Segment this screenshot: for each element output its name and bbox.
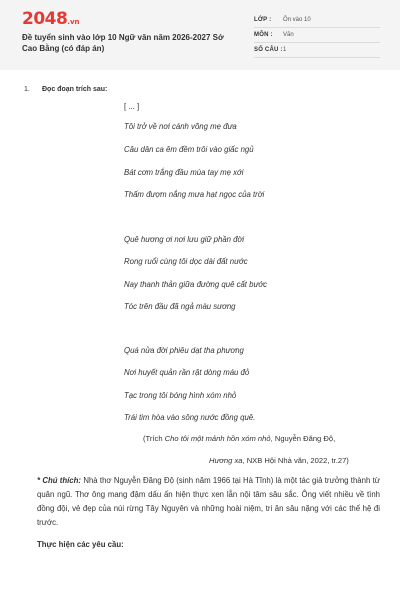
meta-subject <box>254 29 380 43</box>
instruction-heading: Thực hiện các yêu cầu: <box>37 540 124 549</box>
citation-work: Cho tôi một mảnh hồn xóm nhỏ <box>164 434 271 443</box>
logo-text: 2048 <box>22 9 68 29</box>
page-header <box>0 0 400 70</box>
poem-line: Nơi huyết quản rần rật dòng máu đỏ <box>124 368 250 377</box>
poem-line: Tôi trở về nơi cánh võng mẹ đưa <box>124 122 237 131</box>
poem-line: Trái tim hòa vào sông nước đồng quê. <box>124 413 256 422</box>
logo-suffix: .vn <box>67 18 80 26</box>
poem-line: Nay thanh thản giữa đường quê cất bước <box>124 280 268 289</box>
footnote-text: Nhà thơ Nguyễn Đăng Độ (sinh năm 1966 tại Hà Tĩnh) là một tác giả trưởng thành từ quân ngũ. Thơ ông mang đậm dấu ấn hiện thực xen lẫn nội tâm sâu sắc. Ông viết nhiều về tình đồng đội, vẻ đẹp của núi rừng Tây Nguyên và những hoài niệm, tri ân sâu nặng với các thế hệ đi trước. <box>37 476 380 527</box>
poem-line: Quê hương ơi nơi lưu giữ phần đời <box>124 235 244 244</box>
meta-subject-value: Văn <box>283 32 294 38</box>
meta-count-label: SỐ CÂU : <box>254 47 283 53</box>
meta-subject-label: MÔN : <box>254 32 273 38</box>
meta-question-count <box>254 44 380 58</box>
poem-line: [ ... ] <box>124 102 140 111</box>
poem-line: Câu dân ca êm đềm trôi vào giấc ngủ <box>124 145 254 154</box>
meta-class-label: LỚP : <box>254 17 272 23</box>
poem-line: Thấm đượm nắng mưa hạt ngọc của trời <box>124 190 265 199</box>
citation-line-1 <box>143 434 335 443</box>
question-title: Đọc đoạn trích sau: <box>42 86 108 93</box>
poem-line: Bát cơm trắng đầu mùa tay mẹ xới <box>124 168 244 177</box>
citation-line-2 <box>209 456 349 465</box>
poem-line: Tóc trên đầu đã ngả màu sương <box>124 302 236 311</box>
meta-class <box>254 14 380 28</box>
poem-line: Rong ruổi cùng tôi dọc dài đất nước <box>124 257 248 266</box>
document-title: Đề tuyển sinh vào lớp 10 Ngữ văn năm 2026-2027 Sở Cao Bằng (có đáp án) <box>22 33 224 53</box>
citation-open: (Trích <box>143 434 165 443</box>
citation-author: , Nguyễn Đăng Độ, <box>270 434 336 443</box>
citation-publisher: , NXB Hội Nhà văn, 2022, tr.27) <box>242 456 349 465</box>
poem-line: Tạc trong tôi bóng hình xóm nhỏ <box>124 391 237 400</box>
meta-count-value: 1 <box>283 47 287 53</box>
footnote <box>37 474 380 530</box>
poem-line: Quá nửa đời phiêu dạt tha phương <box>124 346 244 355</box>
site-logo[interactable] <box>22 9 80 29</box>
question-number: 1. <box>24 86 30 93</box>
meta-class-value: Ôn vào 10 <box>283 17 311 23</box>
footnote-label: * Chú thích: <box>37 476 82 485</box>
citation-journal: Hương xa <box>209 456 243 465</box>
